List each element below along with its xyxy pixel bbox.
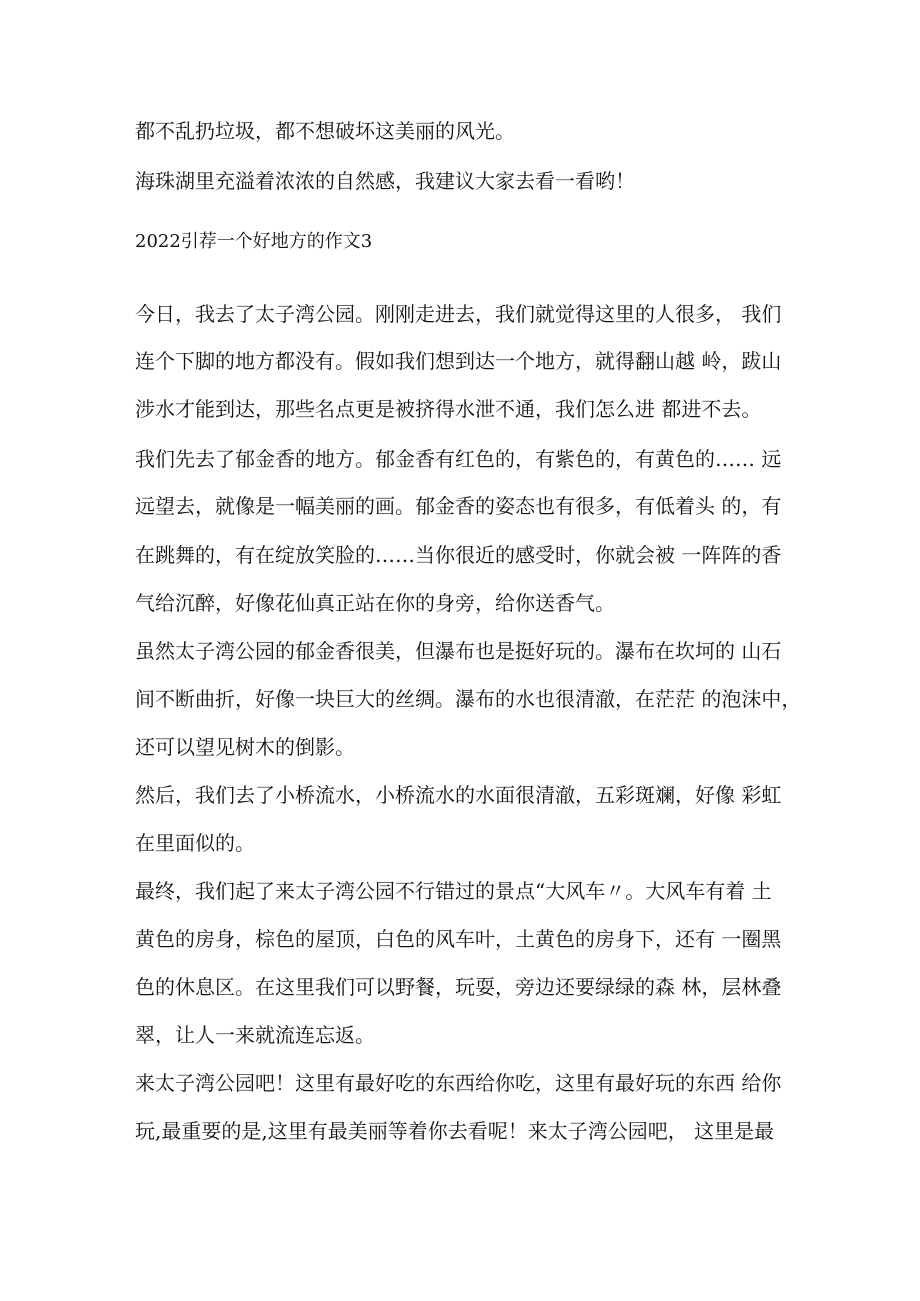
text-line: 虽然太子湾公园的郁金香很美，但瀑布也是挺好玩的。瀑布在坎坷的 山石: [135, 639, 782, 663]
text-line: 色的休息区。在这里我们可以野餐，玩耍，旁边还要绿绿的森 林，层林叠: [135, 975, 782, 999]
text-line: 今日，我去了太子湾公园。刚刚走进去，我们就觉得这里的人很多， 我们: [135, 302, 782, 326]
text-line: 在里面似的。: [135, 831, 255, 855]
text-line: 都不乱扔垃圾，都不想破坏这美丽的风光。: [135, 119, 515, 143]
text-line: 涉水才能到达，那些名点更是被挤得水泄不通，我们怎么进 都进不去。: [135, 397, 762, 421]
text-line: 在跳舞的，有在绽放笑脸的……当你很近的感受时，你就会被 一阵阵的香: [135, 543, 782, 567]
text-line: 翠，让人一来就流连忘返。: [135, 1023, 375, 1047]
text-line: 然后，我们去了小桥流水，小桥流水的水面很清澈，五彩斑斓，好像 彩虹: [135, 783, 782, 807]
text-line: 我们先去了郁金香的地方。郁金香有红色的，有紫色的，有黄色的…… 远: [135, 447, 782, 471]
text-line: 远望去，就像是一幅美丽的画。郁金香的姿态也有很多，有低着头 的，有: [135, 494, 782, 518]
text-line: 间不断曲折，好像一块巨大的丝绸。瀑布的水也很清澈，在茫茫 的泡沫中，: [135, 687, 802, 711]
text-line: 还可以望见树木的倒影。: [135, 735, 355, 759]
text-line: 气给沉醉，好像花仙真正站在你的身旁，给你送香气。: [135, 591, 615, 615]
section-heading: 2022引荐一个好地方的作文3: [135, 231, 373, 252]
text-line: 最终，我们起了来太子湾公园不行错过的景点“大风车〃。大风车有着 土: [135, 879, 772, 903]
text-line: 海珠湖里充溢着浓浓的自然感，我建议大家去看一看哟！: [135, 169, 635, 193]
text-line: 来太子湾公园吧！这里有最好吃的东西给你吃，这里有最好玩的东西 给你: [135, 1071, 782, 1095]
text-line: 连个下脚的地方都没有。假如我们想到达一个地方，就得翻山越 岭，跋山: [135, 349, 782, 373]
text-line: 黄色的房身，棕色的屋顶，白色的风车叶，土黄色的房身下，还有 一圈黑: [135, 927, 782, 951]
text-line: 玩,最重要的是,这里有最美丽等着你去看呢！来太子湾公园吧， 这里是最: [135, 1119, 775, 1143]
